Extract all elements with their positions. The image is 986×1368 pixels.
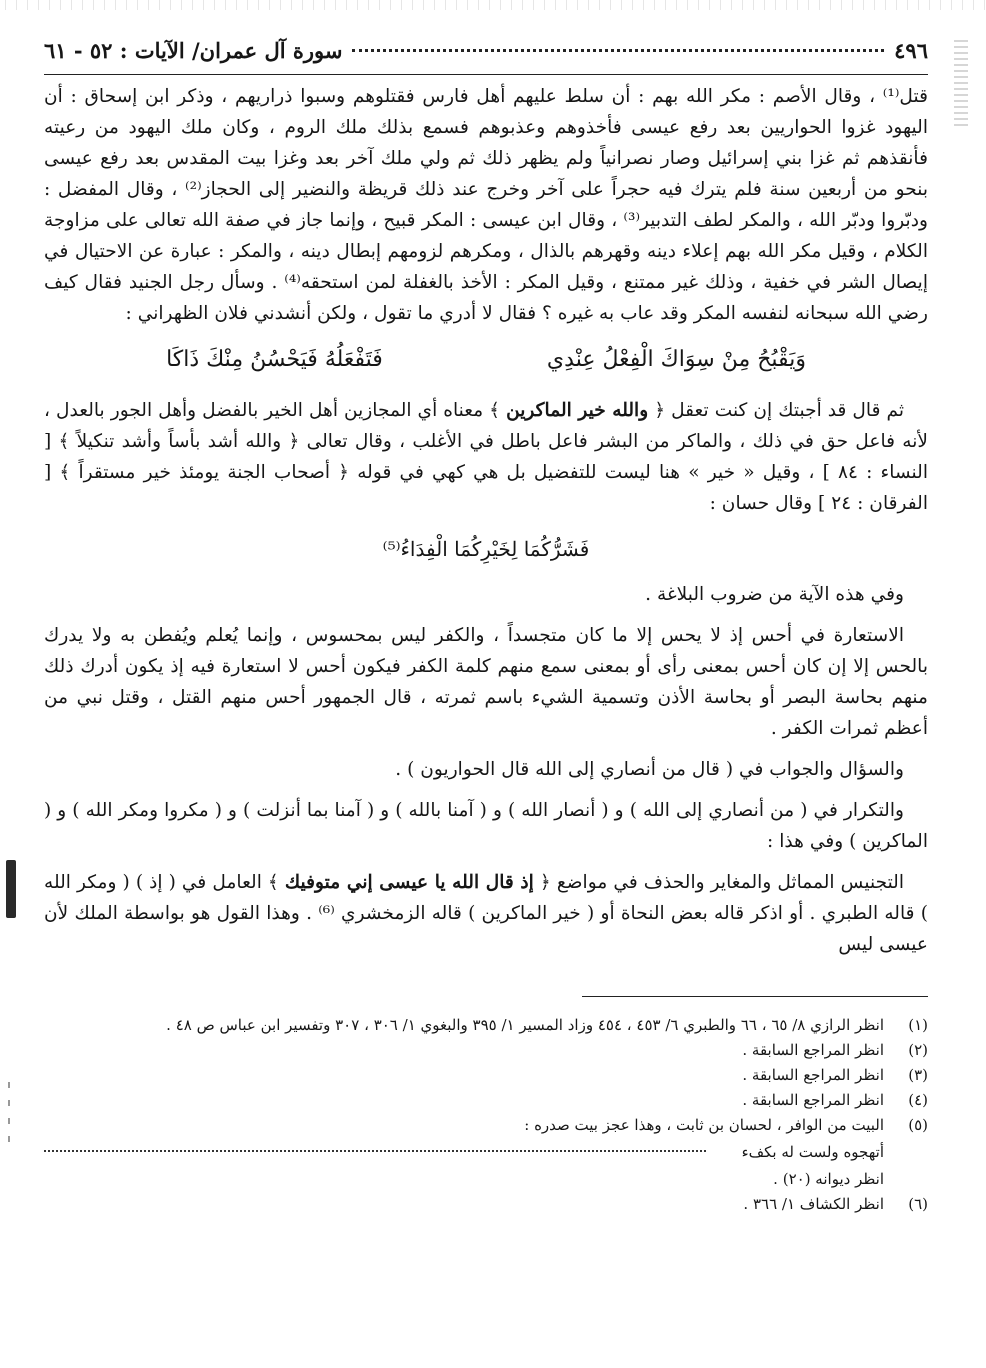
footnote-6 xyxy=(44,1192,928,1217)
quran-quote: إذ قال الله يا عيسى إني متوفيك xyxy=(284,872,534,893)
paragraph-7-text-b: ﴾ العامل في ( إذ ) ( ومكر الله ) قاله الطبري . أو اذكر قاله بعض النحاة أو ( خير الماكرين ) قاله الزمخشري ⁽⁶⁾ . وهذا القول هو بواسطة الملك لأن عيسى ليس xyxy=(44,872,928,955)
verse-1-left-hemistich: فَتَفْعَلُهُ فَيَحْسُنُ مِنْكَ ذَاكَا xyxy=(166,347,383,372)
header-rule xyxy=(44,74,928,75)
paragraph-5: والسؤال والجواب في ( قال من أنصاري إلى الله قال الحواريون ) . xyxy=(395,759,904,780)
paragraph-1: قتل⁽¹⁾ ، وقال الأصم : مكر الله بهم : أن سلط عليهم أهل فارس فقتلوهم وسبوا ذراريهم ، وذكر ابن إسحاق : أن اليهود غزوا الحواريين بعد رفع عيسى فأخذوهم وعذبوهم فسمع بذلك ملك الروم ، وكان ملك اليهود من رعيته فأنقذهم ثم غزا بني إسرائيل وصار نصرانياً ولم يظهر ذلك ثم ولي ملك آخر بعد وغزا بيت المقدس بعد رفع عيسى بنحو من أربعين سنة فلم يترك فيه حجراً على آخر وخرج عند ذلك قريظة والنضير إلى الحجاز⁽²⁾ ، وقال المفضل : ودبّروا ودبّر الله ، والمكر لطف التدبير⁽³⁾ ، وقال ابن عيسى : المكر قبيح ، وإنما جاز في صفة الله تعالى على مزاوجة الكلام ، وقيل مكر الله بهم إعلاء دينه وقهرهم بالذال ، ومكرهم لزومهم إبطال دينه ، والمكر : عبارة عن الاحتيال في إيصال الشر في خفية ، وذلك غير ممتنع ، وقيل المكر : الأخذ بالغفلة لمن استحقه⁽⁴⁾ . وسأل رجل الجنيد فقال كيف رضي الله سبحانه لنفسه المكر وقد عاب به غيره ؟ فقال لا أدري ما تقول ، ولكن أنشدني فلان الظهراني : xyxy=(44,86,928,324)
running-header xyxy=(44,38,928,72)
footnote-number: (٤) xyxy=(908,1091,928,1109)
paragraph-7 xyxy=(44,867,928,960)
footnote-number: (٥) xyxy=(908,1116,928,1134)
footnote-5-source: انظر ديوانه (٢٠) . xyxy=(773,1170,884,1188)
footnote-separator xyxy=(582,996,928,997)
footnote-2 xyxy=(44,1038,928,1063)
paragraph-7-text-a: التجنيس المماثل والمغاير والحذف في مواضع ﴿ xyxy=(539,872,905,893)
footnote-text: انظر الكشاف ١/ ٣٦٦ . xyxy=(743,1195,884,1213)
footnote-text: انظر المراجع السابقة . xyxy=(742,1066,884,1084)
footnotes xyxy=(44,1013,928,1217)
book-page xyxy=(44,38,928,1217)
paragraph-2 xyxy=(44,395,928,519)
footnote-5-dot-leader xyxy=(44,1150,706,1152)
footnote-text: انظر المراجع السابقة . xyxy=(742,1041,884,1059)
page-number: ٤٩٦ xyxy=(894,38,928,63)
footnote-number: (١) xyxy=(908,1016,928,1034)
poetry-verse-1 xyxy=(84,337,888,383)
scan-dots-left xyxy=(8,1082,10,1152)
footnote-3 xyxy=(44,1063,928,1088)
paragraph-3: وفي هذه الآية من ضروب البلاغة . xyxy=(645,584,904,605)
header-dot-leader xyxy=(352,49,884,52)
footnote-text: انظر المراجع السابقة . xyxy=(742,1091,884,1109)
footnote-5 xyxy=(44,1113,928,1138)
footnote-number: (٣) xyxy=(908,1066,928,1084)
footnote-4 xyxy=(44,1088,928,1113)
footnote-number: (٢) xyxy=(908,1041,928,1059)
paragraph-2-text-b: ﴾ معناه أي المجازين أهل الخير بالفضل وأهل الجور بالعدل ، لأنه فاعل حق في ذلك ، والماكر من البشر فاعل باطل في الأغلب ، وقال تعالى ﴿ والله أشد بأساً وأشد تنكيلاً ﴾ [ النساء : ٨٤ ] ، وقيل « خير » هنا ليست للتفضيل بل هي كهي في قوله ﴿ أصحاب الجنة يومئذ خير مستقراً ﴾ [ الفرقان : ٢٤ ] وقال حسان : xyxy=(44,400,928,514)
paragraph-6: والتكرار في ( من أنصاري إلى الله ) و ( أنصار الله ) و ( آمنا بالله ) و ( آمنا بما أنزلت ) و ( مكروا ومكر الله ) و ( الماكرين ) وفي هذا : xyxy=(44,800,928,852)
paragraph-2-text-a: ثم قال قد أجبتك إن كنت تعقل ﴿ xyxy=(654,400,904,421)
footnote-5-verse xyxy=(44,1138,928,1166)
scan-mark-right xyxy=(954,40,968,130)
scan-edge-top xyxy=(0,0,986,10)
quran-quote: والله خير الماكرين xyxy=(506,400,649,421)
poetry-verse-2: فَشَرُّكُمَا لِخَيْرِكُمَا الْفِدَاءُ⁽⁵⁾ xyxy=(382,537,590,561)
verse-1-right-hemistich: وَيَقْبُحُ مِنْ سِوَاكَ الْفِعْلُ عِنْدِي xyxy=(546,347,806,372)
footnote-1 xyxy=(44,1013,928,1038)
footnote-text: انظر الرازي ٨/ ٦٥ ، ٦٦ والطبري ٦/ ٤٥٣ ، ٤٥٤ وزاد المسير ١/ ٣٩٥ والبغوي ١/ ٣٠٦ ، ٣٠٧ وتفسير ابن عباس ص ٤٨ . xyxy=(166,1016,884,1034)
footnote-5-hemistich: أتهجوه ولست له بكفء xyxy=(741,1143,884,1161)
footnote-number: (٦) xyxy=(908,1195,928,1213)
scan-binding-mark xyxy=(6,860,16,918)
chapter-title: سورة آل عمران/ الآيات : ٥٢ - ٦١ xyxy=(44,38,343,63)
paragraph-4: الاستعارة في أحس إذ لا يحس إلا ما كان متجسداً ، والكفر ليس بمحسوس ، وإنما يُعلم ويُفطن به ولا يدرك بالحس إلا إن كان أحس بمعنى رأى أو بمعنى سمع منهم كلمة الكفر فيكون أحس لا استعارة فيه إذ يكون أدرك ذلك منهم بحاسة البصر أو بحاسة الأذن وتسمية الشيء باسم ثمرته ، قال الجمهور أحس منهم القتل ، وقتل نبي من أعظم ثمرات الكفر . xyxy=(44,625,929,739)
footnote-text: البيت من الوافر ، لحسان بن ثابت ، وهذا عجز بيت صدره : xyxy=(524,1116,884,1134)
